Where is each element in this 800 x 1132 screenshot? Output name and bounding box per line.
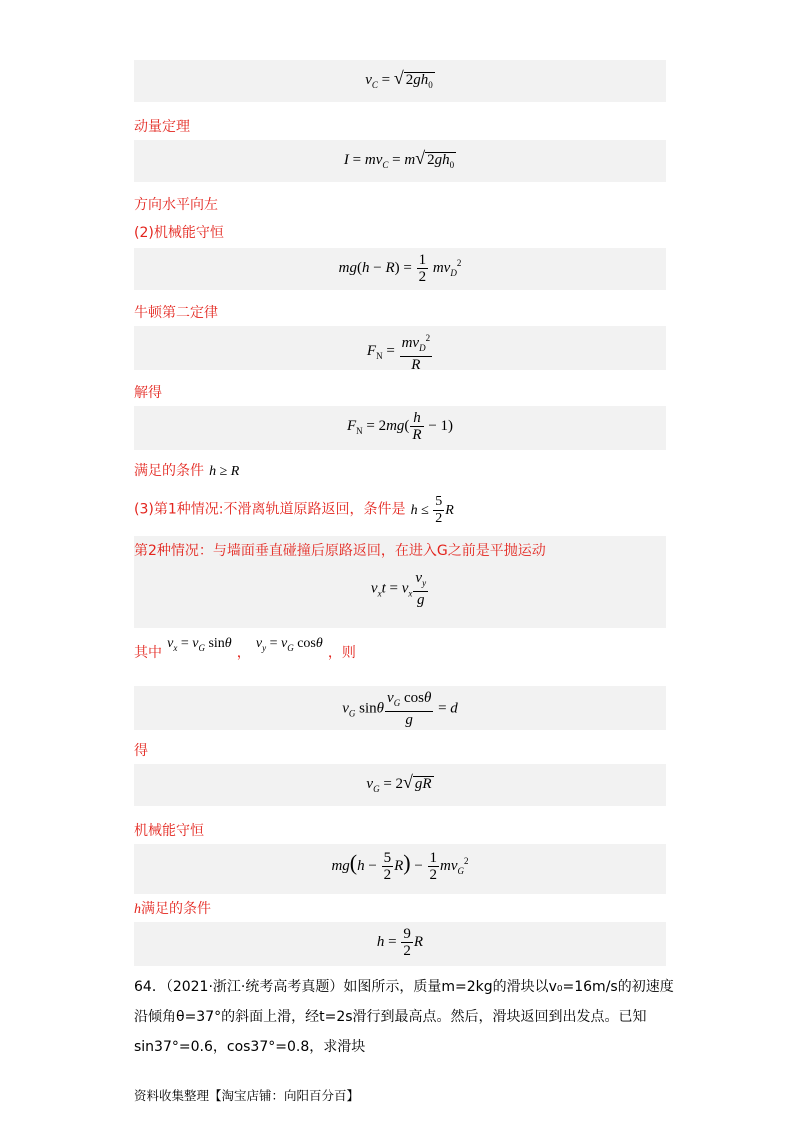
label-h-condition: 满足的条件 [141,901,211,917]
footer-source: 资料收集整理【淘宝店铺：向阳百分百】 [134,1088,360,1103]
equation-box-energy2 [134,844,666,894]
label-condition1: 满足的条件 [134,463,204,479]
label-comma: ， [236,645,251,661]
equation-vg-d: $v_G$ sinθ $\frac{v_G \cos\theta}{g}$ = d [342,690,458,728]
equation-h: h = $\frac{9}{2}$ R [376,926,424,959]
label-get: 得 [134,743,148,759]
equation-box-vg-d [134,686,666,730]
equation-vxt: $v_xt = v_x$ $\frac{v_y}{g}$ [370,570,427,608]
problem-line-1: 64．（2021·浙江·统考高考真题）如图所示，质量m=2kg的滑块以v₀=16m/s的初速度 [134,979,674,995]
equation-vg: $v_G = 2√$ gR [366,772,432,794]
equation-box-vc [134,60,666,102]
problem-line-3: sin37°=0.6，cos37°=0.8，求滑块 [134,1039,366,1055]
label-case1: (3)第1种情况:不滑离轨道原路返回，条件是 [134,501,406,518]
equation-vc: $v_C$ = √ $2gh_0$ [134,68,666,93]
label-case2: 第2种情况：与墙面垂直碰撞后原路返回，在进入G之前是平抛运动 [134,543,546,559]
label-solve: 解得 [134,385,162,401]
equation-box-energy1 [134,248,666,290]
equation-box-fn2 [134,406,666,450]
case1-line: (3)第1种情况:不滑离轨道原路返回，条件是 h ≤ $\frac{5}{2}$ R [134,494,454,526]
condition1-line: 满足的条件 h ≥ R [134,463,240,479]
label-direction: 方向水平向左 [134,197,218,213]
equation-box-impulse [134,140,666,182]
equation-fn1: $F_N$ = $\frac{mv_D^2}{R}$ [134,330,666,373]
equation-energy1: mg(h − R) = $\frac{1}{2}$ $mv_D^2$ [338,252,462,285]
problem-line-2: 沿倾角θ=37°的斜面上滑，经t=2s滑行到最高点。然后，滑块返回到出发点。已知 [134,1009,647,1025]
where-line: 其中 $v_x = v_G$ sinθ ， $v_y = v_G$ cosθ ，则 [134,636,356,661]
equation-energy2: mg(h − $\frac{5}{2}$ R) − $\frac{1}{2}$ $mv_G^2$ [331,850,469,884]
equation-box-h [134,922,666,966]
label-newton: 牛顿第二定律 [134,305,218,321]
problem-64 [134,974,674,1060]
equation-box-fn1 [134,326,666,373]
equation-fn2: $F_N = 2mg$( $\frac{h}{R}$ − 1) [346,410,454,443]
label-momentum-theorem: 动量定理 [134,119,190,135]
equation-impulse: $I = mv_C = m√$ $2gh_0$ [134,148,666,173]
label-where: 其中 [134,645,162,661]
label-part2: (2)机械能守恒 [134,225,224,241]
h-condition-line: h满足的条件 [134,901,211,917]
equation-box-vg [134,764,666,806]
equation-box-case2 [134,536,666,628]
label-energy2: 机械能守恒 [134,823,204,839]
label-then: ，则 [327,645,356,661]
